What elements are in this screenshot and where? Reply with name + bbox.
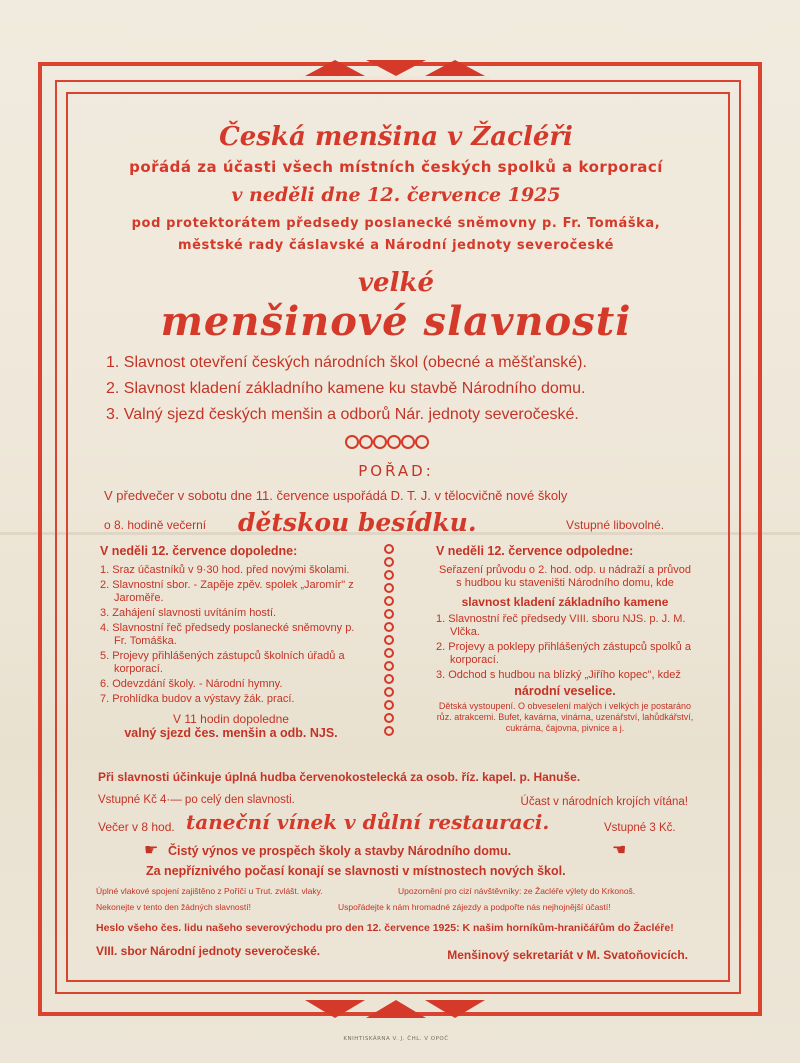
- afternoon-heading: V neděli 12. července odpoledne:: [436, 544, 634, 558]
- signature-right: Menšinový sekretariát v M. Svatoňovicích.: [447, 948, 688, 962]
- evening-suffix: Vstupné 3 Kč.: [604, 822, 676, 834]
- bottom-ornament: [300, 998, 490, 1024]
- afternoon-column: [436, 544, 694, 734]
- printer-imprint: KNIHTISKÁRNA V. J. ČHL. V OPOČ: [343, 1036, 449, 1042]
- afternoon-item: 1. Slavnostní řeč předsedy VIII. sboru NJS. p. J. M. Vlčka.: [436, 613, 686, 638]
- evening-event: taneční vínek v důlní restauraci.: [186, 810, 550, 834]
- main-title: menšinové slavnosti: [160, 298, 632, 345]
- morning-item: 3. Zahájení slavnosti uvítáním hostí.: [100, 607, 277, 619]
- event-date: v neděli dne 12. července 1925: [231, 184, 561, 206]
- morning-item: 4. Slavnostní řeč předsedy poslanecké sněmovny p. Fr. Tomáška.: [100, 622, 355, 647]
- header-line-3: pod protektorátem předsedy poslanecké sněmovny p. Fr. Tomáška,: [131, 216, 661, 231]
- eve-prefix: o 8. hodině večerní: [104, 518, 207, 532]
- entry-right: Účast v národních krojích vítána!: [520, 796, 688, 808]
- small-note-2-left: Nekonejte v tento den žádných slavností!: [96, 902, 251, 912]
- small-note-2-right: Uspořádejte k nám hromadné zájezdy a podpořte nás nejhojnější účastí!: [338, 902, 611, 912]
- morning-item: 5. Projevy přihlášených zástupců školních úřadů a korporací.: [100, 650, 345, 675]
- title-small: velké: [357, 268, 435, 298]
- proceeds-note: Čistý výnos ve prospěch školy a stavby Národního domu.: [168, 844, 512, 858]
- program-point-2: 2. Slavnost kladení základního kamene ku stavbě Národního domu.: [106, 380, 586, 397]
- afternoon-subheading: slavnost kladení základního kamene: [461, 595, 669, 609]
- morning-after-1: V 11 hodin dopoledne: [173, 712, 289, 726]
- music-note: Při slavnosti účinkuje úplná hudba červenokostelecká za osob. říz. kapel. p. Hanuše.: [98, 770, 581, 784]
- morning-after-2: valný sjezd čes. menšin a odb. NJS.: [124, 726, 338, 740]
- pointing-hand-left-icon: ☚: [612, 840, 627, 859]
- evening-prefix: Večer v 8 hod.: [98, 820, 175, 834]
- eve-line-1: V předvečer v sobotu dne 11. července uspořádá D. T. J. v tělocvičně nové školy: [104, 488, 568, 503]
- eve-event: dětskou besídku.: [238, 508, 477, 537]
- ornament-rosettes: [344, 434, 440, 450]
- pointing-hand-right-icon: ☛: [144, 840, 159, 859]
- header-line-1: pořádá za účasti všech místních českých spolků a korporací: [129, 158, 663, 176]
- morning-item: 2. Slavnostní sbor. - Zapěje zpěv. spolek „Jaromír" z Jaroměře.: [100, 579, 354, 604]
- organizer-title: Česká menšina v Žacléři: [219, 122, 573, 152]
- entry-left: Vstupné Kč 4·— po celý den slavnosti.: [98, 794, 295, 806]
- eve-suffix: Vstupné libovolné.: [566, 518, 665, 532]
- program-point-3: 3. Valný sjezd českých menšin a odborů Nár. jednoty severočeské.: [106, 406, 579, 423]
- program-heading: POŘAD:: [358, 462, 434, 480]
- morning-column: [100, 544, 362, 740]
- signature-left: VIII. sbor Národní jednoty severočeské.: [96, 944, 321, 958]
- morning-heading: V neděli 12. července dopoledne:: [100, 544, 298, 558]
- weather-note: Za nepříznivého počasí konají se slavnosti v místnostech nových škol.: [146, 864, 566, 878]
- morning-item: 7. Prohlídka budov a výstavy žák. prací.: [100, 693, 295, 705]
- header-line-4: městské rady čáslavské a Národní jednoty severočeské: [177, 238, 615, 253]
- afternoon-fest: národní veselice.: [514, 684, 616, 698]
- morning-item: 1. Sraz účastníků v 9·30 hod. před novými školami.: [100, 564, 350, 576]
- small-note-1-right: Upozornění pro cizí návštěvníky: ze Žacléře výlety do Krkonoš.: [398, 886, 636, 896]
- afternoon-fest-note: Dětská vystoupení. O obveselení malých i velkých je postaráno růz. atrakcemi. Bufet, kavárna, vinárna, uzenářství, lahůdkářství, cukrárna, čajovna, pivnice a j.: [436, 701, 694, 733]
- small-note-1-left: Úplné vlakové spojení zajištěno z Poříčí u Trut. zvlášt. vlaky.: [96, 886, 323, 896]
- top-ornament: [300, 56, 490, 82]
- column-divider: [383, 544, 397, 739]
- morning-item: 6. Odevzdání školy. - Národní hymny.: [100, 678, 283, 690]
- afternoon-intro: Seřazení průvodu o 2. hod. odp. u nádraží a průvod s hudbou ku staveništi Národního domu, kde: [439, 564, 691, 589]
- motto: Heslo všeho čes. lidu našeho severovýchodu pro den 12. července 1925: K našim horníkům-hraničářům do Žacléře!: [96, 922, 674, 934]
- program-point-1: 1. Slavnost otevření českých národních škol (obecné a měšťanské).: [106, 354, 587, 371]
- afternoon-item: 2. Projevy a poklepy přihlášených zástupců spolků a korporací.: [436, 641, 691, 666]
- afternoon-item: 3. Odchod s hudbou na blízký „Jiřího kopec", kdež: [436, 669, 681, 681]
